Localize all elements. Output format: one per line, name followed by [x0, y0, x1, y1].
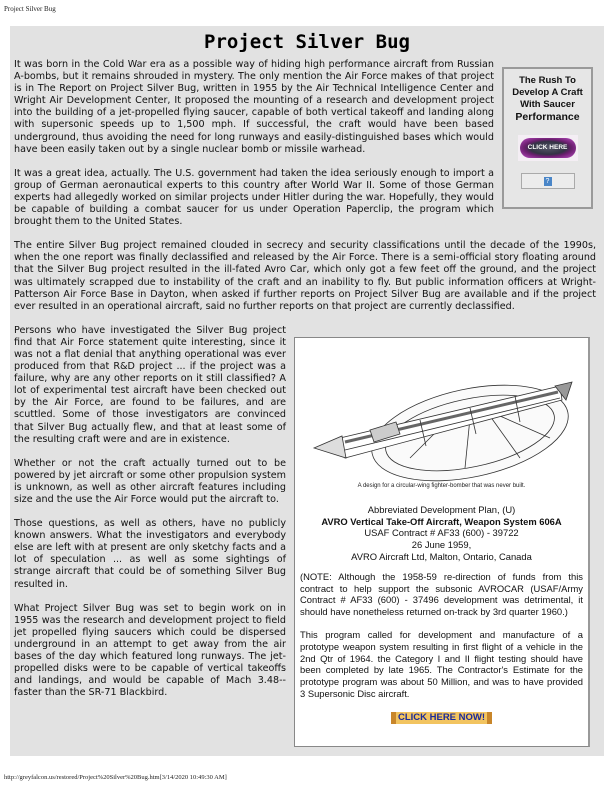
print-header: Project Silver Bug — [4, 5, 56, 13]
plan-line: USAF Contract # AF33 (600) - 39722 — [364, 527, 519, 539]
page-title: Project Silver Bug — [204, 31, 410, 53]
print-footer-url: http://greyfalcon.us/restored/Project%20Silver%20Bug.htm[3/14/2020 10:49:30 AM] — [4, 774, 227, 781]
figure-box — [294, 337, 590, 747]
plan-title: AVRO Vertical Take-Off Aircraft, Weapon System 606A — [321, 515, 562, 527]
image-caption: A design for a circular-wing fighter-bomber that was never built. — [357, 482, 526, 489]
paragraph: Persons who have investigated the Silver Bug project find that Air Force statement quite interesting, since it was not a flat denial that anything operational was ever produced from that R&D project ... if the project was a failure, why are any other reports on it still classified? A lot of experimental test aircraft have been checked out by the Air Force, are found to be failures, and are scuttled. Some of those investigators are convinced that Silver Bug actually flew, and that at least some of the resulting craft were and are in existence. — [14, 324, 286, 445]
left-column — [14, 325, 286, 712]
paragraph: What Project Silver Bug was set to begin work on in 1955 was the research and development project to field jet propelled flying saucers which could be dispersed underground in an attempt to get away from the air bases of the day which featured long runways. The jet-propelled disks were to be capable of vertical takeoffs and landings, and would be capable of Mach 3.48--faster than the SR-71 Blackbird. — [14, 602, 286, 699]
promo-line: With Saucer — [520, 99, 575, 110]
paragraph: The entire Silver Bug project remained clouded in secrecy and security classifications until the decade of the 1990s, when the one report was finally declassified and released by the Air Force. There is a semi-official story floating around that the Silver Bug project resulted in the ill-fated Avro Car, which only got a few feet off the ground, and the project was ultimately scrapped due to instability of the craft and an inability to fly. But public information officers at Wright-Patterson Air Force Base in Dayton, when asked if further reports on Project Silver Bug are available and if the project ever resulted in an operational aircraft, said no further reports on that project are currently declassified. — [14, 240, 596, 312]
paragraph: Whether or not the craft actually turned out to be powered by jet aircraft or some other propulsion system is unknown, as well as other aircraft features including size and the use the Air Force would put the aircraft to. — [14, 457, 286, 505]
click-here-now-banner[interactable]: CLICK HERE NOW! — [391, 712, 492, 724]
promo-line: The Rush To — [519, 75, 576, 86]
promo-sidebar — [502, 67, 593, 209]
plan-line: 26 June 1959, — [411, 539, 472, 551]
plan-line: AVRO Aircraft Ltd, Malton, Ontario, Canada — [351, 550, 532, 562]
help-icon: ? — [544, 177, 552, 186]
paragraph: It was born in the Cold War era as a possible way of hiding high performance aircraft from Russian A-bombs, but it remains shrouded in mystery. The only mention the Air Force makes of that project is in The Report on Project Silver Bug, written in 1955 by the Air Technical Intelligence Center and Wright Air Development Center, It proposed the mounting of a research and development project into the building of a jet-propelled flying saucer, capable of both vertical takeoff and landing along with supersonic speeds up to 1,500 mph. If successful, the craft would have been based underground, thus avoiding the need for long runways and easily-distinguished bases which would have been easily taken out by a single nuclear bomb or missile warhead. — [14, 59, 494, 155]
paragraph: It was a great idea, actually. The U.S. government had taken the idea seriously enough to import a group of German aeronautical experts to this country after World War II. Some of those German experts had allegedly worked on similar projects under Hitler during the war. Hopefully, they would be capable of building a combat saucer for us under Operation Paperclip, the program which brought them to the United States. — [14, 167, 494, 228]
help-link[interactable] — [521, 173, 575, 189]
note-paragraph: (NOTE: Although the 1958-59 re-direction of funds from this contract to help support the subsonic AVROCAR (USAF/Army Contract # AF33 (600) - 37496 development was detrimental, it should have nonetheless returned on-track by 3rd quarter 1960.) — [300, 570, 583, 618]
plan-citation — [300, 504, 583, 563]
article-panel — [10, 26, 604, 756]
program-paragraph: This program called for development and manufacture of a prototype weapon system resulting in first flight of a vehicle in the 2nd Qtr of 1964. the Category I and II flight testing should have been completed by late 1965. The Contractor's Estimate for the prototype program was about 50 Million, and was to have provided 3 Supersonic Disc aircraft. — [300, 628, 583, 699]
promo-line: Performance — [515, 111, 580, 123]
promo-line: Develop A Craft — [512, 87, 583, 98]
plan-line: Abbreviated Development Plan, (U) — [367, 503, 516, 515]
click-here-button[interactable] — [518, 135, 578, 161]
saucer-aircraft-image — [300, 338, 584, 488]
paragraph: Those questions, as well as others, have no publicly known answers. What the investigators and everybody else are left with at present are only sketchy facts and a lot of speculation ... as well as some sightings of strange aircraft that could be of something Silver Bug resulted in. — [14, 518, 286, 590]
saucer-illustration — [300, 338, 583, 498]
click-here-label: CLICK HERE — [520, 138, 576, 158]
